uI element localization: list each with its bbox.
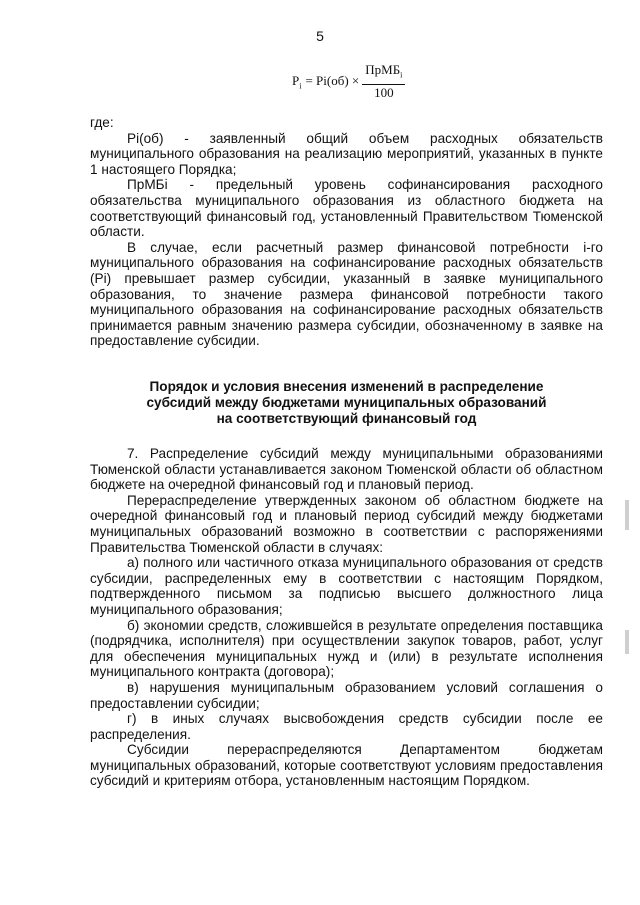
formula-equals: = Pi(об) × (305, 73, 360, 89)
where-label: где: (90, 115, 114, 130)
heading-line-3: на соответствующий финансовый год (216, 410, 477, 426)
case-paragraph: В случае, если расчетный размер финансовой потребности i-го муниципального образования на софинансирование расходных обязательств (Pi) превышает размер субсидии, указанный в заявке муниципального образования, то значение размера финансовой потребности такого муниципального образования на софинансирование расходных обязательств принимается равным значению размера субсидии, обозначенному в заявке на предоставление субсидии. (90, 239, 603, 349)
final-paragraph: Субсидии перераспределяются Департаментом бюджетам муниципальных образований, которые соответствуют условиям предоставления субсидий и критериям отбора, установленным настоящим Порядком. (90, 742, 603, 789)
section-body (90, 446, 603, 789)
redistribution-paragraph: Перераспределение утвержденных законом об областном бюджете на очередной финансовый год и плановый период субсидий между бюджетами муниципальных образований возможно в соответствии с распоряжениями Правительства Тюменской области в случаях: (90, 492, 603, 555)
definition-prmbi: ПрМБі - предельный уровень софинансирования расходного обязательства муниципального образования из областного бюджета на соответствующий финансовый год, установленный Правительством Тюменской области. (90, 177, 603, 240)
scan-edge-mark (625, 500, 629, 530)
paragraph-7: 7. Распределение субсидий между муниципальными образованиями Тюменской области устанавливается законом Тюменской области об областном бюджете на очередной финансовый год и плановый период. (90, 446, 603, 493)
formula-fraction (362, 62, 405, 101)
formula-numerator (362, 62, 405, 85)
list-item-a: а) полного или частичного отказа муниципального образования от средств субсидии, распределенных ему в соответствии с настоящим Порядком, подтвержденного письмом за подписью высшего должностного лица муниципального образования; (90, 555, 603, 617)
section-heading (90, 379, 603, 426)
scan-edge-mark (625, 630, 629, 654)
formula-numerator-subscript: i (400, 70, 403, 80)
definitions-block (90, 115, 603, 349)
formula-numerator-symbol: ПрМБ (365, 62, 401, 77)
formula-lhs-symbol: P (292, 72, 300, 88)
formula (292, 62, 405, 101)
list-item-g: г) в иных случаях высвобождения средств субсидии после ее распределения. (90, 711, 603, 742)
page-number: 5 (316, 28, 324, 44)
heading-line-2: субсидий между бюджетами муниципальных образований (146, 394, 547, 410)
list-item-b: б) экономии средств, сложившейся в результате определения поставщика (подрядчика, исполнителя) при осуществлении закупок товаров, работ, услуг для обеспечения муниципальных нужд и (или) в результате исполнения муниципального контракта (договора); (90, 617, 603, 680)
heading-line-1: Порядок и условия внесения изменений в распределение (149, 379, 544, 394)
formula-denominator: 100 (374, 84, 394, 100)
list-item-v: в) нарушения муниципальным образованием условий соглашения о предоставлении субсидии; (90, 679, 603, 711)
formula-lhs-subscript: i (299, 81, 302, 91)
definition-pi-ob: Pi(об) - заявленный общий объем расходных обязательств муниципального образования на реализацию мероприятий, указанных в пункте 1 настоящего Порядка; (90, 130, 603, 177)
formula-lhs (292, 73, 301, 91)
